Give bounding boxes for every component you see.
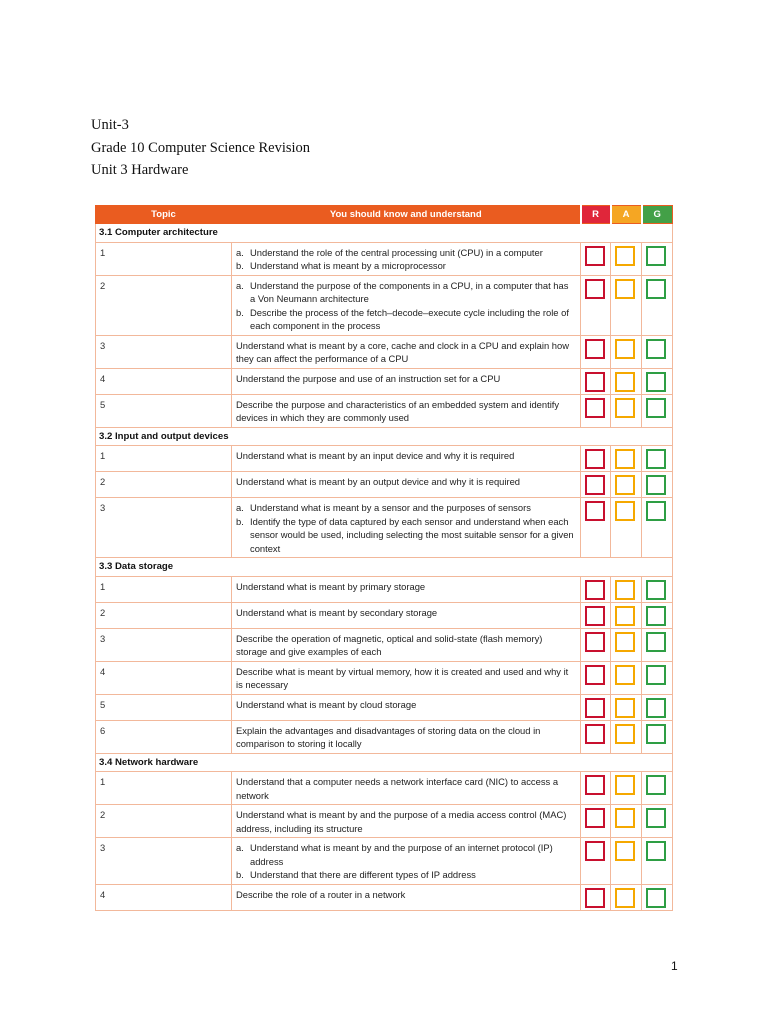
description-text: Describe what is meant by virtual memory, how it is created and used and why it is necessary bbox=[236, 665, 569, 690]
row-description bbox=[232, 805, 581, 838]
red-checkbox-cell bbox=[581, 275, 611, 335]
list-item bbox=[236, 515, 576, 556]
amber-checkbox[interactable] bbox=[615, 372, 635, 392]
red-checkbox[interactable] bbox=[585, 724, 605, 744]
row-number: 1 bbox=[96, 446, 232, 472]
red-checkbox-cell bbox=[581, 242, 611, 275]
course-title: Grade 10 Computer Science Revision bbox=[91, 139, 311, 156]
amber-checkbox-cell bbox=[611, 838, 642, 885]
green-checkbox[interactable] bbox=[646, 724, 666, 744]
row-description bbox=[232, 720, 581, 753]
red-checkbox-cell bbox=[581, 446, 611, 472]
list-item bbox=[236, 279, 576, 306]
description-text: Understand what is meant by cloud storage bbox=[236, 698, 417, 710]
green-checkbox-cell bbox=[642, 661, 673, 694]
red-checkbox-cell bbox=[581, 472, 611, 498]
amber-checkbox[interactable] bbox=[615, 775, 635, 795]
section-row bbox=[96, 753, 673, 772]
red-checkbox[interactable] bbox=[585, 808, 605, 828]
section-row bbox=[96, 558, 673, 577]
description-text: Understand what is meant by an output device and why it is required bbox=[236, 476, 521, 487]
row-number: 3 bbox=[96, 335, 232, 368]
table-body bbox=[96, 224, 673, 911]
page-number: 1 bbox=[671, 959, 678, 973]
amber-checkbox[interactable] bbox=[615, 501, 635, 521]
amber-checkbox-cell bbox=[611, 335, 642, 368]
red-checkbox[interactable] bbox=[585, 698, 605, 718]
section-row bbox=[96, 427, 673, 446]
table-row bbox=[96, 772, 673, 805]
red-checkbox-cell bbox=[581, 602, 611, 628]
list-marker: b. bbox=[236, 306, 244, 318]
section-title: 3.1 Computer architecture bbox=[96, 224, 673, 243]
description-text: Understand what is meant by and the purpose of a media access control (MAC) address, including its structure bbox=[236, 809, 567, 834]
row-description bbox=[232, 602, 581, 628]
row-number: 4 bbox=[96, 884, 232, 910]
green-checkbox[interactable] bbox=[646, 246, 666, 266]
row-number: 3 bbox=[96, 838, 232, 885]
red-checkbox[interactable] bbox=[585, 398, 605, 418]
green-checkbox[interactable] bbox=[646, 501, 666, 521]
list-item-text: Identify the type of data captured by each sensor and understand when each sensor would be used, including selecting the most suitable sensor for a given context bbox=[250, 515, 574, 554]
list-item bbox=[236, 501, 576, 515]
green-checkbox-cell bbox=[642, 772, 673, 805]
list-item bbox=[236, 868, 576, 882]
document-header bbox=[91, 114, 310, 182]
row-description bbox=[232, 335, 581, 368]
section-title: 3.3 Data storage bbox=[96, 558, 673, 577]
green-checkbox[interactable] bbox=[646, 775, 666, 795]
table-row bbox=[96, 661, 673, 694]
green-checkbox[interactable] bbox=[646, 279, 666, 299]
row-number: 1 bbox=[96, 576, 232, 602]
list-item bbox=[236, 246, 576, 260]
green-checkbox[interactable] bbox=[646, 449, 666, 469]
row-number: 4 bbox=[96, 661, 232, 694]
table-row bbox=[96, 368, 673, 394]
row-description bbox=[232, 661, 581, 694]
row-number: 2 bbox=[96, 805, 232, 838]
green-header: G bbox=[642, 206, 673, 224]
row-description bbox=[232, 694, 581, 720]
red-checkbox[interactable] bbox=[585, 372, 605, 392]
unit-title: Unit 3 Hardware bbox=[91, 162, 189, 178]
green-checkbox[interactable] bbox=[646, 372, 666, 392]
rag-checklist-table bbox=[95, 205, 673, 911]
table-row bbox=[96, 602, 673, 628]
red-checkbox[interactable] bbox=[585, 888, 605, 908]
green-checkbox-cell bbox=[642, 884, 673, 910]
green-checkbox[interactable] bbox=[646, 698, 666, 718]
list-item-text: Understand the purpose of the components in a CPU, in a computer that has a Von Neumann architecture bbox=[250, 279, 569, 304]
green-checkbox-cell bbox=[642, 472, 673, 498]
red-checkbox-cell bbox=[581, 838, 611, 885]
row-number: 5 bbox=[96, 694, 232, 720]
list-marker: a. bbox=[236, 502, 244, 513]
table-row bbox=[96, 694, 673, 720]
list-marker: a. bbox=[236, 842, 244, 853]
red-header: R bbox=[581, 206, 611, 224]
green-checkbox-cell bbox=[642, 838, 673, 885]
table-row bbox=[96, 884, 673, 910]
amber-checkbox[interactable] bbox=[615, 339, 635, 359]
description-text: Describe the purpose and characteristics of an embedded system and identify devices in which they are commonly used bbox=[236, 398, 560, 423]
row-description bbox=[232, 838, 581, 885]
row-number: 4 bbox=[96, 368, 232, 394]
red-checkbox-cell bbox=[581, 720, 611, 753]
table-row bbox=[96, 472, 673, 498]
list-item bbox=[236, 841, 576, 868]
amber-checkbox[interactable] bbox=[615, 808, 635, 828]
table-row bbox=[96, 446, 673, 472]
amber-checkbox-cell bbox=[611, 498, 642, 558]
description-text: Understand the purpose and use of an instruction set for a CPU bbox=[236, 372, 501, 384]
amber-checkbox[interactable] bbox=[615, 279, 635, 299]
amber-checkbox[interactable] bbox=[615, 698, 635, 718]
red-checkbox-cell bbox=[581, 694, 611, 720]
amber-checkbox[interactable] bbox=[615, 632, 635, 652]
section-title: 3.2 Input and output devices bbox=[96, 427, 673, 446]
row-description bbox=[232, 772, 581, 805]
green-checkbox[interactable] bbox=[646, 606, 666, 626]
amber-checkbox[interactable] bbox=[615, 724, 635, 744]
row-number: 2 bbox=[96, 275, 232, 335]
green-checkbox-cell bbox=[642, 275, 673, 335]
list-item bbox=[236, 259, 576, 273]
list-item-text: Understand what is meant by a sensor and the purposes of sensors bbox=[250, 502, 531, 513]
green-checkbox-cell bbox=[642, 368, 673, 394]
row-number: 1 bbox=[96, 242, 232, 275]
table-row bbox=[96, 242, 673, 275]
green-checkbox-cell bbox=[642, 498, 673, 558]
amber-checkbox[interactable] bbox=[615, 841, 635, 861]
list-item-text: Describe the process of the fetch–decode–execute cycle including the role of each component in the process bbox=[250, 306, 569, 331]
row-number: 3 bbox=[96, 628, 232, 661]
list-marker: b. bbox=[236, 515, 244, 527]
amber-checkbox-cell bbox=[611, 694, 642, 720]
description-text: Describe the role of a router in a network bbox=[236, 888, 406, 900]
red-checkbox[interactable] bbox=[585, 841, 605, 861]
amber-checkbox[interactable] bbox=[615, 580, 635, 600]
table-row bbox=[96, 628, 673, 661]
amber-checkbox-cell bbox=[611, 602, 642, 628]
row-description bbox=[232, 275, 581, 335]
list-marker: a. bbox=[236, 279, 244, 291]
table-row bbox=[96, 576, 673, 602]
red-checkbox[interactable] bbox=[585, 449, 605, 469]
red-checkbox-cell bbox=[581, 661, 611, 694]
green-checkbox[interactable] bbox=[646, 475, 666, 495]
know-header: You should know and understand bbox=[232, 206, 581, 224]
green-checkbox[interactable] bbox=[646, 665, 666, 685]
green-checkbox-cell bbox=[642, 720, 673, 753]
description-text: Explain the advantages and disadvantages of storing data on the cloud in comparison to storing it locally bbox=[236, 724, 541, 749]
amber-checkbox-cell bbox=[611, 720, 642, 753]
red-checkbox[interactable] bbox=[585, 475, 605, 495]
table-header-row bbox=[96, 206, 673, 224]
table-row bbox=[96, 838, 673, 885]
section-row bbox=[96, 224, 673, 243]
red-checkbox-cell bbox=[581, 498, 611, 558]
green-checkbox-cell bbox=[642, 335, 673, 368]
green-checkbox[interactable] bbox=[646, 841, 666, 861]
red-checkbox[interactable] bbox=[585, 339, 605, 359]
description-text: Understand that a computer needs a network interface card (NIC) to access a network bbox=[236, 776, 559, 801]
list-item bbox=[236, 306, 576, 333]
row-number: 2 bbox=[96, 472, 232, 498]
row-description bbox=[232, 628, 581, 661]
green-checkbox[interactable] bbox=[646, 888, 666, 908]
green-checkbox-cell bbox=[642, 576, 673, 602]
green-checkbox-cell bbox=[642, 602, 673, 628]
amber-checkbox[interactable] bbox=[615, 606, 635, 626]
topic-header: Topic bbox=[96, 206, 232, 224]
amber-checkbox-cell bbox=[611, 242, 642, 275]
red-checkbox-cell bbox=[581, 772, 611, 805]
table-row bbox=[96, 805, 673, 838]
amber-checkbox-cell bbox=[611, 446, 642, 472]
red-checkbox-cell bbox=[581, 368, 611, 394]
red-checkbox-cell bbox=[581, 884, 611, 910]
row-number: 2 bbox=[96, 602, 232, 628]
amber-checkbox-cell bbox=[611, 805, 642, 838]
amber-checkbox-cell bbox=[611, 576, 642, 602]
list-item-text: Understand what is meant by and the purpose of an internet protocol (IP) address bbox=[250, 842, 553, 867]
amber-checkbox-cell bbox=[611, 661, 642, 694]
green-checkbox-cell bbox=[642, 805, 673, 838]
list-marker: b. bbox=[236, 260, 244, 271]
amber-checkbox-cell bbox=[611, 394, 642, 427]
row-description bbox=[232, 498, 581, 558]
red-checkbox[interactable] bbox=[585, 246, 605, 266]
row-description bbox=[232, 446, 581, 472]
row-description bbox=[232, 242, 581, 275]
red-checkbox[interactable] bbox=[585, 501, 605, 521]
amber-checkbox-cell bbox=[611, 472, 642, 498]
row-number: 3 bbox=[96, 498, 232, 558]
table-row bbox=[96, 335, 673, 368]
green-checkbox-cell bbox=[642, 394, 673, 427]
table-row bbox=[96, 498, 673, 558]
table-row bbox=[96, 394, 673, 427]
description-text: Describe the operation of magnetic, optical and solid-state (flash memory) storage and give examples of each bbox=[236, 632, 543, 657]
amber-checkbox[interactable] bbox=[615, 246, 635, 266]
red-checkbox[interactable] bbox=[585, 665, 605, 685]
green-checkbox[interactable] bbox=[646, 808, 666, 828]
description-text: Understand what is meant by secondary storage bbox=[236, 606, 438, 618]
unit-label: Unit-3 bbox=[91, 117, 129, 133]
green-checkbox-cell bbox=[642, 446, 673, 472]
row-description bbox=[232, 576, 581, 602]
amber-checkbox[interactable] bbox=[615, 398, 635, 418]
red-checkbox[interactable] bbox=[585, 775, 605, 795]
amber-checkbox[interactable] bbox=[615, 475, 635, 495]
red-checkbox-cell bbox=[581, 394, 611, 427]
red-checkbox[interactable] bbox=[585, 580, 605, 600]
green-checkbox[interactable] bbox=[646, 398, 666, 418]
amber-checkbox[interactable] bbox=[615, 665, 635, 685]
amber-checkbox[interactable] bbox=[615, 449, 635, 469]
amber-checkbox-cell bbox=[611, 772, 642, 805]
red-checkbox[interactable] bbox=[585, 279, 605, 299]
list-marker: b. bbox=[236, 869, 244, 880]
description-text: Understand what is meant by primary storage bbox=[236, 580, 426, 592]
red-checkbox-cell bbox=[581, 628, 611, 661]
red-checkbox[interactable] bbox=[585, 632, 605, 652]
list-item-text: Understand what is meant by a microprocessor bbox=[250, 260, 446, 271]
green-checkbox-cell bbox=[642, 242, 673, 275]
row-description bbox=[232, 472, 581, 498]
list-marker: a. bbox=[236, 246, 244, 258]
table-row bbox=[96, 720, 673, 753]
red-checkbox-cell bbox=[581, 576, 611, 602]
amber-header: A bbox=[611, 206, 642, 224]
amber-checkbox-cell bbox=[611, 884, 642, 910]
table-row bbox=[96, 275, 673, 335]
row-number: 1 bbox=[96, 772, 232, 805]
amber-checkbox-cell bbox=[611, 275, 642, 335]
row-number: 6 bbox=[96, 720, 232, 753]
green-checkbox-cell bbox=[642, 694, 673, 720]
row-number: 5 bbox=[96, 394, 232, 427]
green-checkbox-cell bbox=[642, 628, 673, 661]
amber-checkbox-cell bbox=[611, 628, 642, 661]
list-item-text: Understand the role of the central processing unit (CPU) in a computer bbox=[250, 246, 543, 258]
row-description bbox=[232, 394, 581, 427]
red-checkbox-cell bbox=[581, 805, 611, 838]
amber-checkbox-cell bbox=[611, 368, 642, 394]
description-text: Understand what is meant by an input device and why it is required bbox=[236, 450, 515, 461]
list-item-text: Understand that there are different types of IP address bbox=[250, 869, 476, 880]
green-checkbox[interactable] bbox=[646, 580, 666, 600]
green-checkbox[interactable] bbox=[646, 632, 666, 652]
description-text: Understand what is meant by a core, cache and clock in a CPU and explain how they can affect the performance of a CPU bbox=[236, 339, 569, 364]
green-checkbox[interactable] bbox=[646, 339, 666, 359]
red-checkbox[interactable] bbox=[585, 606, 605, 626]
section-title: 3.4 Network hardware bbox=[96, 753, 673, 772]
red-checkbox-cell bbox=[581, 335, 611, 368]
amber-checkbox[interactable] bbox=[615, 888, 635, 908]
row-description bbox=[232, 884, 581, 910]
row-description bbox=[232, 368, 581, 394]
